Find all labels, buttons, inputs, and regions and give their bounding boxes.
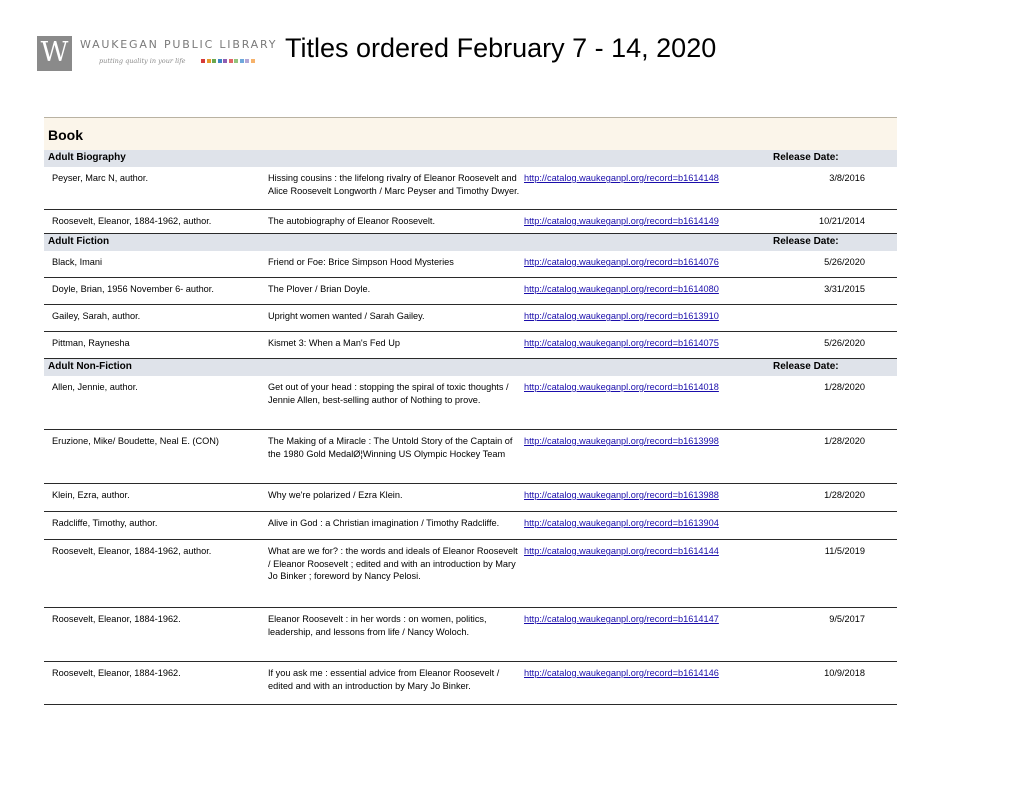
- table-row: [44, 305, 897, 332]
- release-date-cell: 3/31/2015: [824, 284, 865, 294]
- table-row: [44, 484, 897, 512]
- author-cell: Roosevelt, Eleanor, 1884-1962.: [52, 614, 181, 624]
- table-row: [44, 278, 897, 305]
- table-row: [44, 167, 897, 210]
- section-header: [44, 359, 897, 376]
- library-logo: [37, 35, 278, 73]
- author-cell: Peyser, Marc N, author.: [52, 173, 148, 183]
- release-date-header: Release Date:: [773, 236, 839, 247]
- catalog-link[interactable]: http://catalog.waukeganpl.org/record=b1614149: [524, 216, 719, 226]
- color-square: [234, 59, 238, 63]
- release-date-header: Release Date:: [773, 361, 839, 372]
- title-cell: Eleanor Roosevelt : in her words : on women, politics, leadership, and lessons from life / Nancy Woloch.: [268, 614, 487, 637]
- author-cell: Klein, Ezra, author.: [52, 490, 130, 500]
- author-cell: Pittman, Raynesha: [52, 338, 130, 348]
- title-cell: The autobiography of Eleanor Roosevelt.: [268, 216, 436, 226]
- catalog-link[interactable]: http://catalog.waukeganpl.org/record=b1614080: [524, 284, 719, 294]
- title-cell: If you ask me : essential advice from Eleanor Roosevelt / edited and with an introduction by Mary Jo Binker.: [268, 668, 500, 691]
- table-row: [44, 608, 897, 662]
- catalog-link[interactable]: http://catalog.waukeganpl.org/record=b1614148: [524, 173, 719, 183]
- title-cell: What are we for? : the words and ideals of Eleanor Roosevelt / Eleanor Roosevelt ; edited and with an introduction by Mary Jo Binker ; foreword by Nancy Pelosi.: [268, 546, 518, 582]
- release-date-cell: 1/28/2020: [824, 490, 865, 500]
- color-square: [240, 59, 244, 63]
- release-date-cell: 3/8/2016: [829, 173, 865, 183]
- title-cell: Hissing cousins : the lifelong rivalry of Eleanor Roosevelt and Alice Roosevelt Longworth / Marc Peyser and Timothy Dwyer.: [268, 173, 520, 196]
- section-header: [44, 234, 897, 251]
- author-cell: Roosevelt, Eleanor, 1884-1962, author.: [52, 546, 212, 556]
- author-cell: Radcliffe, Timothy, author.: [52, 518, 158, 528]
- color-square: [201, 59, 205, 63]
- release-date-cell: 1/28/2020: [824, 436, 865, 446]
- color-square: [245, 59, 249, 63]
- table-row: [44, 376, 897, 430]
- color-square: [229, 59, 233, 63]
- release-date-cell: 10/21/2014: [819, 216, 865, 226]
- color-square: [212, 59, 216, 63]
- table-row: [44, 540, 897, 608]
- title-cell: Get out of your head : stopping the spiral of toxic thoughts / Jennie Allen, best-selling author of Nothing to prove.: [268, 382, 509, 405]
- author-cell: Eruzione, Mike/ Boudette, Neal E. (CON): [52, 436, 219, 446]
- color-square: [207, 59, 211, 63]
- tagline-color-squares: [201, 59, 255, 63]
- title-cell: The Plover / Brian Doyle.: [268, 284, 371, 294]
- catalog-link[interactable]: http://catalog.waukeganpl.org/record=b1613998: [524, 436, 719, 446]
- table-row: [44, 430, 897, 484]
- catalog-link[interactable]: http://catalog.waukeganpl.org/record=b1613904: [524, 518, 719, 528]
- catalog-link[interactable]: http://catalog.waukeganpl.org/record=b1614147: [524, 614, 719, 624]
- page-title: Titles ordered February 7 - 14, 2020: [285, 33, 717, 63]
- author-cell: Gailey, Sarah, author.: [52, 311, 141, 321]
- release-date-cell: 11/5/2019: [824, 546, 865, 556]
- title-cell: Upright women wanted / Sarah Gailey.: [268, 311, 425, 321]
- release-date-header: Release Date:: [773, 152, 839, 163]
- library-tagline: putting quality in your life: [99, 57, 186, 65]
- catalog-link[interactable]: http://catalog.waukeganpl.org/record=b1613910: [524, 311, 719, 321]
- release-date-cell: 1/28/2020: [824, 382, 865, 392]
- library-name: WAUKEGAN PUBLIC LIBRARY: [80, 38, 278, 51]
- catalog-link[interactable]: http://catalog.waukeganpl.org/record=b1614075: [524, 338, 719, 348]
- table-row: [44, 210, 897, 234]
- release-date-cell: 5/26/2020: [824, 257, 865, 267]
- title-cell: Kismet 3: When a Man's Fed Up: [268, 338, 400, 348]
- release-date-cell: 5/26/2020: [824, 338, 865, 348]
- author-cell: Black, Imani: [52, 257, 103, 267]
- titles-table: [44, 117, 897, 705]
- title-cell: Why we're polarized / Ezra Klein.: [268, 490, 403, 500]
- table-row: [44, 251, 897, 278]
- title-cell: Friend or Foe: Brice Simpson Hood Mysteries: [268, 257, 454, 267]
- title-cell: The Making of a Miracle : The Untold Story of the Captain of the 1980 Gold MedalØ¦Winning US Olympic Hockey Team: [268, 436, 513, 459]
- catalog-link[interactable]: http://catalog.waukeganpl.org/record=b1613988: [524, 490, 719, 500]
- color-square: [251, 59, 255, 63]
- author-cell: Roosevelt, Eleanor, 1884-1962, author.: [52, 216, 212, 226]
- author-cell: Roosevelt, Eleanor, 1884-1962.: [52, 668, 181, 678]
- catalog-link[interactable]: http://catalog.waukeganpl.org/record=b1614076: [524, 257, 719, 267]
- release-date-cell: 9/5/2017: [829, 614, 865, 624]
- title-cell: Alive in God : a Christian imagination / Timothy Radcliffe.: [268, 518, 500, 528]
- category-header: [44, 117, 897, 150]
- section-name: Adult Fiction: [48, 236, 110, 247]
- color-square: [223, 59, 227, 63]
- section-name: Adult Non-Fiction: [48, 361, 132, 372]
- section-header: [44, 150, 897, 167]
- catalog-link[interactable]: http://catalog.waukeganpl.org/record=b1614144: [524, 546, 719, 556]
- table-row: [44, 662, 897, 705]
- table-row: [44, 512, 897, 540]
- author-cell: Allen, Jennie, author.: [52, 382, 138, 392]
- author-cell: Doyle, Brian, 1956 November 6- author.: [52, 284, 214, 294]
- logo-mark: [37, 36, 72, 71]
- category-label: Book: [48, 127, 83, 143]
- catalog-link[interactable]: http://catalog.waukeganpl.org/record=b1614146: [524, 668, 719, 678]
- catalog-link[interactable]: http://catalog.waukeganpl.org/record=b1614018: [524, 382, 719, 392]
- section-name: Adult Biography: [48, 152, 126, 163]
- release-date-cell: 10/9/2018: [824, 668, 865, 678]
- color-square: [218, 59, 222, 63]
- table-row: [44, 332, 897, 359]
- logo-letter: W: [40, 37, 69, 68]
